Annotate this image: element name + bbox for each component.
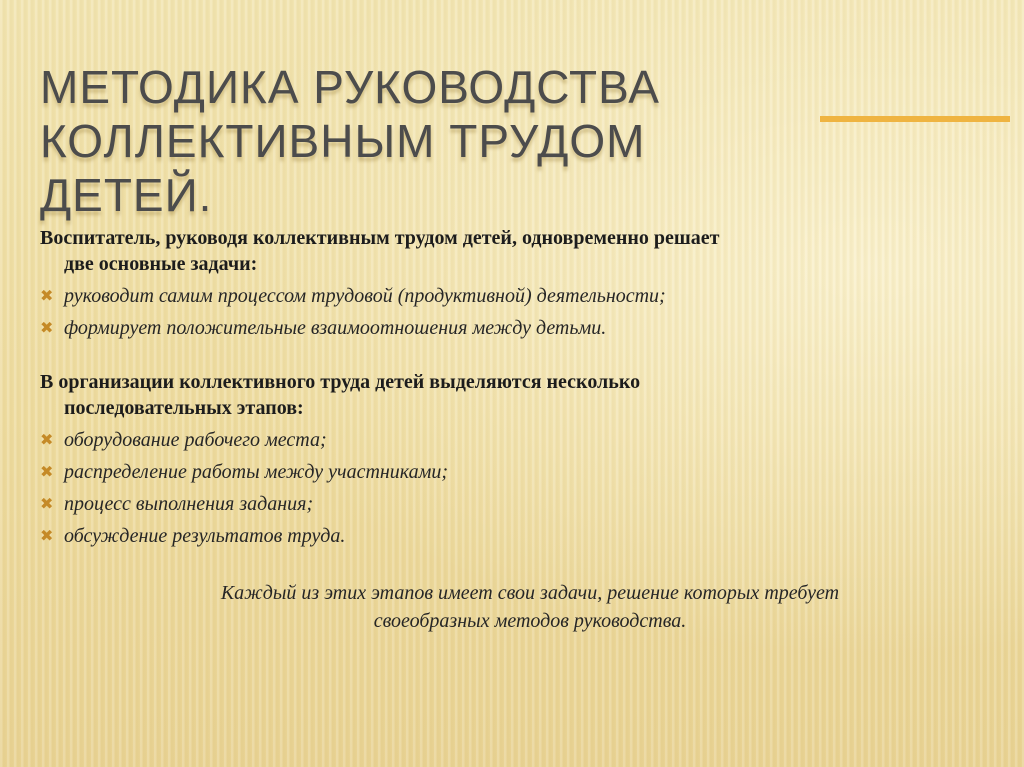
x-mark-icon: ✖ bbox=[40, 430, 54, 449]
x-mark-icon: ✖ bbox=[40, 462, 54, 481]
closing-note-line-1: Каждый из этих этапов имеет свои задачи, решение которых требует bbox=[220, 582, 840, 604]
stages-intro-line-1: В организации коллективного труда детей выделяются несколько bbox=[40, 371, 641, 393]
list-item-text: распределение работы между участниками; bbox=[64, 461, 449, 483]
slide-title-line-2: КОЛЛЕКТИВНЫМ ТРУДОМ ДЕТЕЙ. bbox=[40, 115, 646, 221]
x-mark-icon: ✖ bbox=[40, 494, 54, 513]
stages-list bbox=[40, 427, 980, 549]
list-item-text: формирует положительные взаимоотношения между детьми. bbox=[64, 317, 607, 339]
tasks-intro-line-2: две основные задачи: bbox=[64, 253, 258, 275]
list-item bbox=[40, 315, 980, 341]
list-item bbox=[40, 523, 980, 549]
x-mark-icon: ✖ bbox=[40, 526, 54, 545]
stages-intro-line-2: последовательных этапов: bbox=[64, 397, 304, 419]
list-item bbox=[40, 283, 980, 309]
slide-title-line-1: МЕТОДИКА РУКОВОДСТВА bbox=[40, 61, 660, 113]
x-mark-icon: ✖ bbox=[40, 286, 54, 305]
stages-intro bbox=[40, 369, 980, 421]
list-item bbox=[40, 427, 980, 453]
list-item bbox=[40, 459, 980, 485]
list-item bbox=[40, 491, 980, 517]
tasks-list bbox=[40, 283, 980, 341]
list-item-text: обсуждение результатов труда. bbox=[64, 525, 346, 547]
accent-bar bbox=[820, 116, 1010, 122]
list-item-text: оборудование рабочего места; bbox=[64, 429, 327, 451]
tasks-intro bbox=[40, 225, 980, 277]
slide-title bbox=[40, 60, 800, 222]
list-item-text: процесс выполнения задания; bbox=[64, 493, 314, 515]
list-item-text: руководит самим процессом трудовой (продуктивной) деятельности; bbox=[64, 285, 666, 307]
tasks-intro-line-1: Воспитатель, руководя коллективным трудом детей, одновременно решает bbox=[40, 227, 720, 249]
closing-note bbox=[40, 579, 980, 635]
closing-note-line-2: своеобразных методов руководства. bbox=[373, 610, 687, 632]
slide-content bbox=[40, 225, 980, 635]
x-mark-icon: ✖ bbox=[40, 318, 54, 337]
